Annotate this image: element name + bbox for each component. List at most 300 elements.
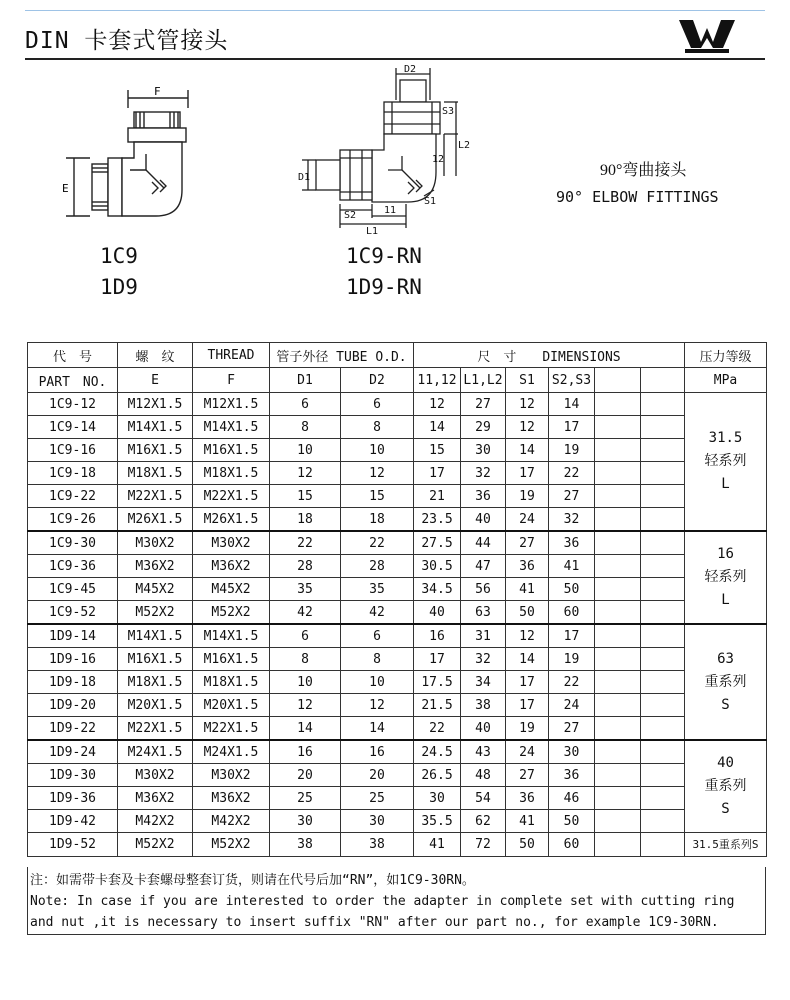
cell-d2: 12: [341, 462, 414, 485]
cell-empty: [595, 717, 641, 741]
cell-thread-e: M18X1.5: [118, 671, 193, 694]
cell-empty: [595, 740, 641, 764]
cell-thread-e: M42X2: [118, 810, 193, 833]
cell-thread-e: M30X2: [118, 531, 193, 555]
table-row: [28, 531, 767, 555]
cell-s1: 50: [506, 601, 549, 625]
cell-empty: [641, 671, 685, 694]
cell-thread-f: M18X1.5: [193, 462, 270, 485]
model-label-1c9-rn: 1C9-RN: [346, 244, 422, 268]
cell-s2-s3: 36: [549, 531, 595, 555]
cell-s2-s3: 60: [549, 833, 595, 857]
cell-thread-e: M22X1.5: [118, 485, 193, 508]
cell-l1-l2: 40: [461, 717, 506, 741]
cell-empty: [641, 601, 685, 625]
table-row: [28, 624, 767, 648]
pressure-line: 63: [717, 650, 734, 667]
cell-s2-s3: 19: [549, 439, 595, 462]
table-row: [28, 740, 767, 764]
cell-d2: 20: [341, 764, 414, 787]
header-11-12: 11,12: [414, 368, 461, 393]
cell-empty: [595, 787, 641, 810]
header-f: F: [193, 368, 270, 393]
cell-l1-l2-short: 27.5: [414, 531, 461, 555]
cell-thread-f: M30X2: [193, 531, 270, 555]
cell-s2-s3: 60: [549, 601, 595, 625]
cell-s1: 41: [506, 578, 549, 601]
cell-l1-l2: 44: [461, 531, 506, 555]
cell-l1-l2: 72: [461, 833, 506, 857]
pressure-line: 重系列: [704, 778, 747, 794]
cell-part-no: 1D9-22: [28, 717, 118, 741]
table-row: [28, 810, 767, 833]
cell-s1: 27: [506, 764, 549, 787]
model-label-1c9: 1C9: [100, 244, 138, 268]
cell-s2-s3: 41: [549, 555, 595, 578]
cell-empty: [641, 740, 685, 764]
cell-thread-e: M14X1.5: [118, 624, 193, 648]
pressure-line: L: [721, 476, 730, 492]
cell-thread-f: M14X1.5: [193, 624, 270, 648]
cell-empty: [641, 833, 685, 857]
dim-label-s2: S2: [344, 210, 357, 221]
cell-l1-l2: 63: [461, 601, 506, 625]
cell-s1: 12: [506, 393, 549, 416]
cell-s1: 36: [506, 787, 549, 810]
cell-s1: 24: [506, 740, 549, 764]
cell-empty: [641, 462, 685, 485]
notes-box: [27, 867, 766, 935]
cell-l1-l2: 34: [461, 671, 506, 694]
cell-s1: 36: [506, 555, 549, 578]
cell-empty: [641, 717, 685, 741]
cell-s2-s3: 50: [549, 810, 595, 833]
cell-d1: 6: [270, 624, 341, 648]
cell-d2: 8: [341, 648, 414, 671]
cell-l1-l2-short: 21.5: [414, 694, 461, 717]
cell-empty: [641, 416, 685, 439]
cell-part-no: 1D9-24: [28, 740, 118, 764]
dim-label-12: 12: [432, 154, 445, 165]
top-rule: [25, 10, 765, 11]
dim-label-l1: L1: [366, 226, 379, 237]
cell-l1-l2-short: 21: [414, 485, 461, 508]
table-row: [28, 555, 767, 578]
cell-d1: 10: [270, 439, 341, 462]
cell-thread-f: M14X1.5: [193, 416, 270, 439]
cell-l1-l2-short: 23.5: [414, 508, 461, 532]
caption-en: 90° ELBOW FITTINGS: [556, 188, 719, 206]
header-thread-en: THREAD: [193, 343, 270, 368]
cell-d1: 10: [270, 671, 341, 694]
cell-s1: 27: [506, 531, 549, 555]
model-label-1d9: 1D9: [100, 275, 138, 299]
table-row: [28, 764, 767, 787]
cell-part-no: 1C9-16: [28, 439, 118, 462]
cell-l1-l2: 27: [461, 393, 506, 416]
cell-empty: [641, 764, 685, 787]
cell-s1: 41: [506, 810, 549, 833]
header-l1-l2: L1,L2: [461, 368, 506, 393]
cell-empty: [595, 601, 641, 625]
cell-l1-l2-short: 30: [414, 787, 461, 810]
cell-empty: [641, 508, 685, 532]
cell-thread-e: M26X1.5: [118, 508, 193, 532]
cell-l1-l2-short: 12: [414, 393, 461, 416]
cell-empty: [595, 833, 641, 857]
cell-l1-l2-short: 35.5: [414, 810, 461, 833]
cell-l1-l2-short: 22: [414, 717, 461, 741]
cell-s1: 12: [506, 624, 549, 648]
table-row: [28, 671, 767, 694]
cell-d2: 10: [341, 671, 414, 694]
cell-empty: [641, 787, 685, 810]
cell-thread-e: M12X1.5: [118, 393, 193, 416]
pressure-line: 31.5: [708, 430, 743, 446]
cell-thread-f: M45X2: [193, 578, 270, 601]
cell-part-no: 1C9-36: [28, 555, 118, 578]
cell-thread-f: M18X1.5: [193, 671, 270, 694]
table-row: [28, 694, 767, 717]
cell-d2: 18: [341, 508, 414, 532]
pressure-line: 16: [717, 546, 734, 562]
pressure-line: 轻系列: [704, 569, 747, 585]
cell-d2: 38: [341, 833, 414, 857]
cell-empty: [641, 393, 685, 416]
cell-thread-e: M14X1.5: [118, 416, 193, 439]
header-s2-s3: S2,S3: [549, 368, 595, 393]
dim-label-l2: L2: [458, 140, 471, 151]
elbow-drawing-left: [60, 84, 200, 234]
cell-part-no: 1D9-16: [28, 648, 118, 671]
cell-d2: 42: [341, 601, 414, 625]
cell-d1: 25: [270, 787, 341, 810]
cell-l1-l2: 29: [461, 416, 506, 439]
cell-s1: 19: [506, 717, 549, 741]
caption-cn: 90°弯曲接头: [600, 162, 687, 179]
pressure-group-cell: [685, 740, 767, 833]
cell-thread-f: M16X1.5: [193, 648, 270, 671]
cell-thread-f: M52X2: [193, 601, 270, 625]
table-row: [28, 462, 767, 485]
cell-d1: 14: [270, 717, 341, 741]
cell-d1: 8: [270, 648, 341, 671]
pressure-line: L: [721, 592, 730, 608]
pressure-line: 轻系列: [704, 453, 747, 469]
cell-thread-e: M16X1.5: [118, 648, 193, 671]
elbow-drawing-middle: [296, 62, 476, 237]
table-header-row-2: [28, 368, 767, 393]
cell-d1: 22: [270, 531, 341, 555]
table-row: [28, 439, 767, 462]
cell-thread-e: M18X1.5: [118, 462, 193, 485]
cell-d1: 28: [270, 555, 341, 578]
header-d1: D1: [270, 368, 341, 393]
table-row: [28, 508, 767, 532]
page-header: [25, 18, 765, 54]
dim-label-d1: D1: [298, 172, 311, 183]
cell-l1-l2: 48: [461, 764, 506, 787]
cell-d2: 6: [341, 624, 414, 648]
table-row: [28, 787, 767, 810]
cell-s2-s3: 27: [549, 485, 595, 508]
cell-d1: 12: [270, 694, 341, 717]
cell-d1: 20: [270, 764, 341, 787]
cell-thread-e: M36X2: [118, 555, 193, 578]
header-rule: [25, 58, 765, 60]
cell-d2: 8: [341, 416, 414, 439]
cell-empty: [641, 694, 685, 717]
cell-thread-f: M22X1.5: [193, 485, 270, 508]
cell-s1: 24: [506, 508, 549, 532]
cell-s2-s3: 14: [549, 393, 595, 416]
cell-l1-l2: 56: [461, 578, 506, 601]
cell-empty: [595, 439, 641, 462]
cell-s1: 50: [506, 833, 549, 857]
note-cn: 注：如需带卡套及卡套螺母整套订货，则请在代号后加“RN”，如1C9-30RN。: [30, 873, 475, 888]
cell-thread-f: M20X1.5: [193, 694, 270, 717]
cell-l1-l2: 43: [461, 740, 506, 764]
header-e: E: [118, 368, 193, 393]
cell-s2-s3: 22: [549, 462, 595, 485]
cell-d1: 8: [270, 416, 341, 439]
cell-d1: 16: [270, 740, 341, 764]
cell-l1-l2-short: 17.5: [414, 671, 461, 694]
cell-empty: [595, 555, 641, 578]
cell-d2: 14: [341, 717, 414, 741]
dim-label-f: F: [154, 85, 161, 98]
cell-part-no: 1C9-14: [28, 416, 118, 439]
cell-l1-l2-short: 34.5: [414, 578, 461, 601]
cell-l1-l2-short: 40: [414, 601, 461, 625]
header-part-no: PART NO.: [28, 368, 118, 393]
model-label-1d9-rn: 1D9-RN: [346, 275, 422, 299]
cell-part-no: 1D9-42: [28, 810, 118, 833]
table-header-row-1: [28, 343, 767, 368]
cell-l1-l2-short: 26.5: [414, 764, 461, 787]
elbow-rn-diagram: [296, 62, 476, 237]
cell-part-no: 1C9-12: [28, 393, 118, 416]
cell-d2: 12: [341, 694, 414, 717]
cell-d1: 12: [270, 462, 341, 485]
cell-l1-l2-short: 17: [414, 648, 461, 671]
dim-label-d2: D2: [404, 64, 417, 75]
table-row: [28, 416, 767, 439]
cell-s2-s3: 17: [549, 624, 595, 648]
cell-d1: 42: [270, 601, 341, 625]
cell-empty: [595, 462, 641, 485]
cell-d2: 22: [341, 531, 414, 555]
cell-empty: [595, 531, 641, 555]
cell-empty: [595, 648, 641, 671]
cell-part-no: 1C9-52: [28, 601, 118, 625]
note-en-line-1: Note: In case if you are interested to order the adapter in complete set with cutting ring: [30, 894, 735, 909]
cell-s1: 14: [506, 648, 549, 671]
cell-empty: [595, 764, 641, 787]
cell-d1: 15: [270, 485, 341, 508]
cell-empty: [641, 810, 685, 833]
cell-part-no: 1C9-45: [28, 578, 118, 601]
cell-s2-s3: 19: [549, 648, 595, 671]
cell-s1: 17: [506, 694, 549, 717]
cell-d2: 35: [341, 578, 414, 601]
cell-l1-l2: 38: [461, 694, 506, 717]
cell-thread-e: M52X2: [118, 833, 193, 857]
cell-empty: [595, 578, 641, 601]
cell-l1-l2: 36: [461, 485, 506, 508]
cell-l1-l2-short: 24.5: [414, 740, 461, 764]
pressure-line: 31.5重系列S: [692, 838, 759, 851]
cell-empty: [641, 648, 685, 671]
cell-empty: [595, 694, 641, 717]
cell-thread-f: M36X2: [193, 787, 270, 810]
cell-part-no: 1C9-18: [28, 462, 118, 485]
cell-s2-s3: 22: [549, 671, 595, 694]
cell-l1-l2-short: 14: [414, 416, 461, 439]
table-row: [28, 601, 767, 625]
cell-empty: [641, 578, 685, 601]
header-thread-cn: 螺 纹: [118, 343, 193, 368]
cell-thread-f: M26X1.5: [193, 508, 270, 532]
cell-part-no: 1C9-22: [28, 485, 118, 508]
cell-empty: [641, 439, 685, 462]
cell-l1-l2: 32: [461, 462, 506, 485]
pressure-line: 重系列: [704, 673, 747, 690]
cell-thread-e: M52X2: [118, 601, 193, 625]
cell-thread-e: M24X1.5: [118, 740, 193, 764]
cell-l1-l2: 40: [461, 508, 506, 532]
cell-l1-l2: 31: [461, 624, 506, 648]
page-title: DIN 卡套式管接头: [25, 28, 229, 54]
cell-part-no: 1D9-52: [28, 833, 118, 857]
spec-table-body: [28, 343, 767, 857]
header-tube-od: 管子外径 TUBE O.D.: [270, 343, 414, 368]
cell-d1: 18: [270, 508, 341, 532]
header-pressure: 压力等级: [685, 343, 767, 368]
cell-d2: 30: [341, 810, 414, 833]
dim-label-e: E: [62, 182, 69, 195]
cell-part-no: 1C9-30: [28, 531, 118, 555]
cell-thread-f: M22X1.5: [193, 717, 270, 741]
header-dimensions: 尺 寸 DIMENSIONS: [414, 343, 685, 368]
cell-thread-e: M45X2: [118, 578, 193, 601]
cell-l1-l2: 30: [461, 439, 506, 462]
cell-s1: 17: [506, 671, 549, 694]
table-row: [28, 578, 767, 601]
cell-part-no: 1D9-36: [28, 787, 118, 810]
cell-d1: 6: [270, 393, 341, 416]
table-row: [28, 485, 767, 508]
cell-empty: [595, 393, 641, 416]
table-row: [28, 648, 767, 671]
cell-l1-l2: 62: [461, 810, 506, 833]
cell-d2: 28: [341, 555, 414, 578]
cell-part-no: 1C9-26: [28, 508, 118, 532]
cell-l1-l2: 47: [461, 555, 506, 578]
cell-thread-f: M12X1.5: [193, 393, 270, 416]
cell-d1: 35: [270, 578, 341, 601]
cell-l1-l2-short: 15: [414, 439, 461, 462]
cell-thread-e: M22X1.5: [118, 717, 193, 741]
cell-s2-s3: 27: [549, 717, 595, 741]
pressure-group-cell: [685, 833, 767, 857]
table-row: [28, 717, 767, 741]
cell-empty: [595, 810, 641, 833]
cell-d1: 30: [270, 810, 341, 833]
cell-empty: [595, 624, 641, 648]
cell-empty: [641, 624, 685, 648]
cell-d2: 25: [341, 787, 414, 810]
note-en-line-2: and nut ,it is necessary to insert suffix "RN" after our part no., for example 1C9-30RN.: [30, 915, 719, 930]
cell-s1: 12: [506, 416, 549, 439]
cell-s2-s3: 32: [549, 508, 595, 532]
pressure-group-cell: [685, 624, 767, 740]
header-blank-1: [595, 368, 641, 393]
cell-thread-e: M30X2: [118, 764, 193, 787]
cell-thread-f: M16X1.5: [193, 439, 270, 462]
spec-table: [27, 342, 767, 857]
header-s1: S1: [506, 368, 549, 393]
cell-thread-e: M36X2: [118, 787, 193, 810]
cell-s2-s3: 17: [549, 416, 595, 439]
cell-s1: 19: [506, 485, 549, 508]
table-row: [28, 393, 767, 416]
cell-empty: [595, 416, 641, 439]
cell-s2-s3: 24: [549, 694, 595, 717]
dim-label-s1: S1: [424, 196, 437, 207]
cell-s2-s3: 46: [549, 787, 595, 810]
cell-empty: [595, 671, 641, 694]
cell-thread-e: M20X1.5: [118, 694, 193, 717]
cell-l1-l2-short: 30.5: [414, 555, 461, 578]
cell-thread-f: M24X1.5: [193, 740, 270, 764]
cell-thread-f: M36X2: [193, 555, 270, 578]
header-mpa: MPa: [685, 368, 767, 393]
header-d2: D2: [341, 368, 414, 393]
header-blank-2: [641, 368, 685, 393]
cell-empty: [595, 485, 641, 508]
cell-part-no: 1D9-30: [28, 764, 118, 787]
cell-d2: 6: [341, 393, 414, 416]
cell-empty: [595, 508, 641, 532]
pressure-group-cell: [685, 393, 767, 532]
cell-l1-l2-short: 41: [414, 833, 461, 857]
cell-s2-s3: 36: [549, 764, 595, 787]
elbow-diagram: [60, 84, 200, 234]
pressure-line: 40: [717, 755, 734, 771]
cell-d2: 10: [341, 439, 414, 462]
pressure-group-cell: [685, 531, 767, 624]
pressure-line: S: [721, 801, 730, 817]
cell-s2-s3: 30: [549, 740, 595, 764]
cell-l1-l2: 54: [461, 787, 506, 810]
dim-label-11: 11: [384, 205, 397, 216]
cell-part-no: 1D9-14: [28, 624, 118, 648]
cell-s1: 14: [506, 439, 549, 462]
cell-part-no: 1D9-18: [28, 671, 118, 694]
cell-l1-l2-short: 17: [414, 462, 461, 485]
dim-label-s3: S3: [442, 106, 455, 117]
cell-l1-l2-short: 16: [414, 624, 461, 648]
header-code: 代 号: [28, 343, 118, 368]
cell-empty: [641, 531, 685, 555]
cell-d2: 15: [341, 485, 414, 508]
table-row: [28, 833, 767, 857]
cell-thread-e: M16X1.5: [118, 439, 193, 462]
cell-d2: 16: [341, 740, 414, 764]
cell-s2-s3: 50: [549, 578, 595, 601]
cell-thread-f: M52X2: [193, 833, 270, 857]
